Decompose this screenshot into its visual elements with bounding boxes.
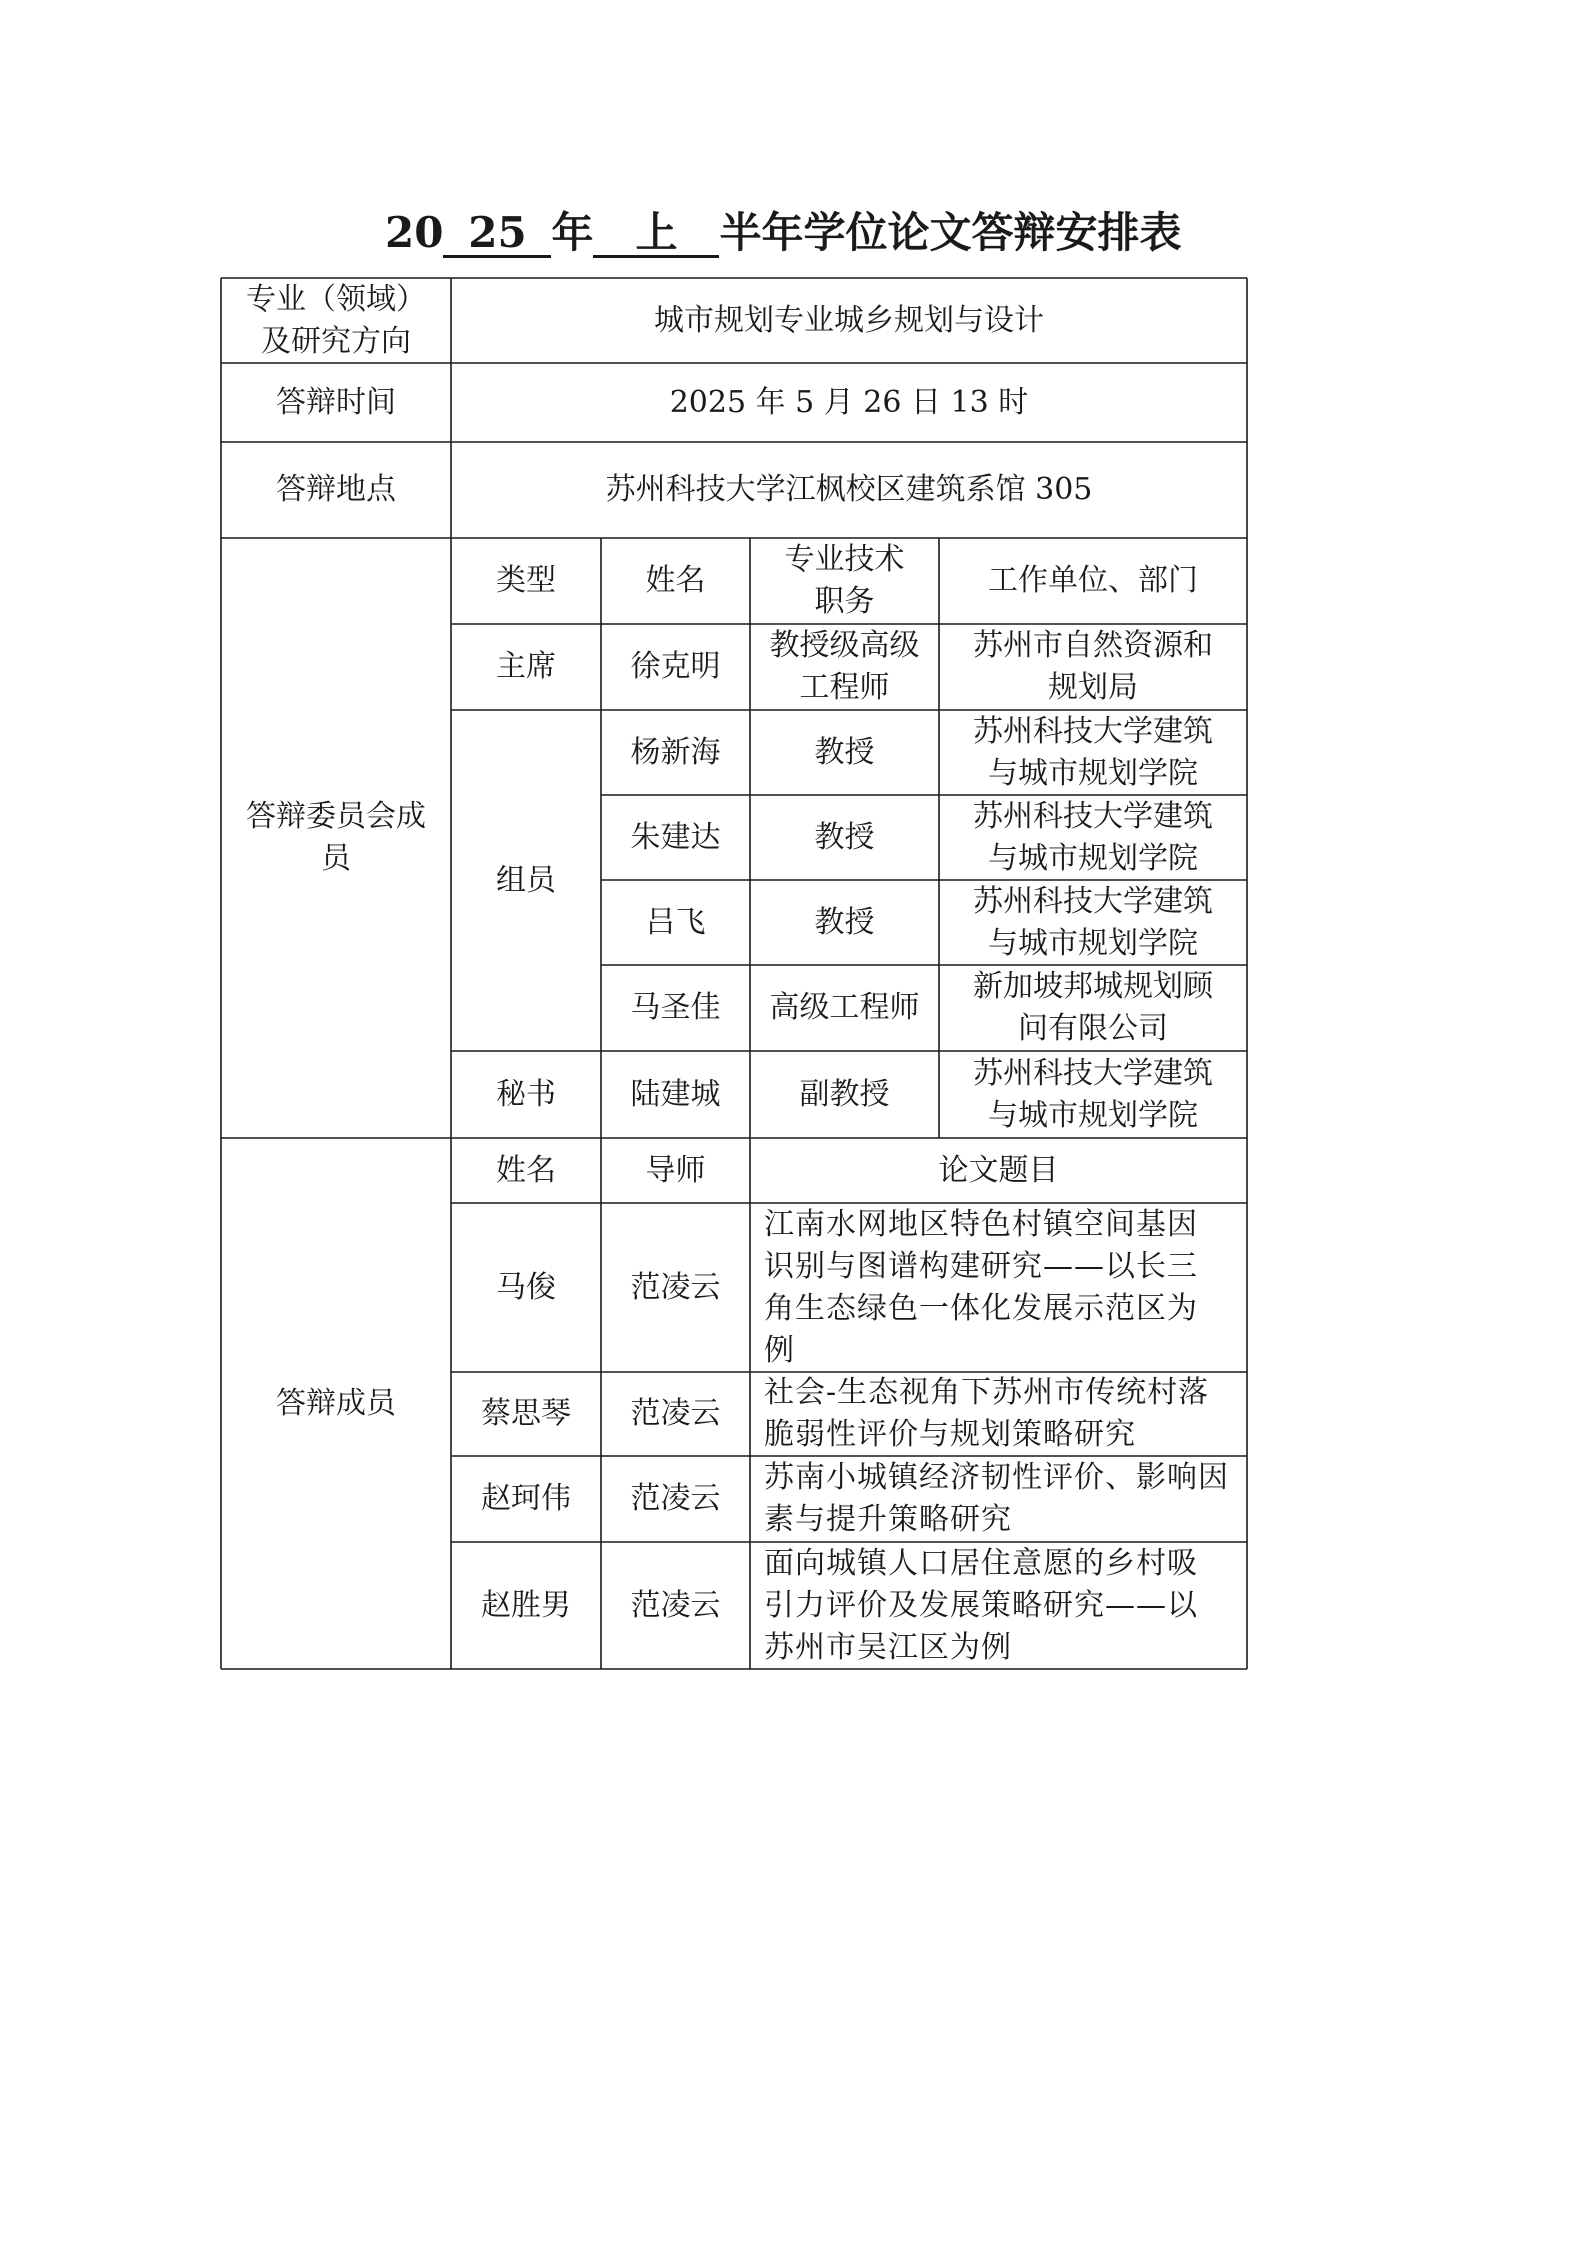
committee-header-unit: 工作单位、部门 (988, 563, 1198, 598)
title-year-label: 年 (551, 208, 594, 257)
member-name: 吕飞 (645, 904, 706, 940)
candidate-thesis: 江南水网地区特色村镇空间基因 识别与图谱构建研究——以长三 角生态绿色一体化发展示范区为 例 (764, 1206, 1198, 1368)
place-label: 答辩地点 (276, 472, 396, 507)
candidates-header-advisor: 导师 (645, 1152, 706, 1188)
candidate-advisor: 范凌云 (630, 1587, 721, 1623)
member-title: 教授 (814, 734, 875, 770)
member-title: 高级工程师 (769, 990, 920, 1025)
member-unit: 苏州科技大学建筑 与城市规划学院 (973, 798, 1213, 876)
candidate-advisor: 范凌云 (630, 1396, 721, 1431)
major-label: 专业（领域） 及研究方向 (246, 281, 426, 359)
candidate-advisor: 范凌云 (630, 1481, 721, 1516)
candidate-thesis: 苏南小城镇经济韧性评价、影响因 素与提升策略研究 (764, 1460, 1229, 1537)
chair-unit: 苏州市自然资源和 规划局 (973, 628, 1213, 705)
member-type: 组员 (496, 862, 556, 898)
member-title: 教授 (814, 904, 875, 940)
title-half-fill: 上 (593, 211, 719, 258)
secretary-unit: 苏州科技大学建筑 与城市规划学院 (973, 1055, 1213, 1133)
candidate-advisor: 范凌云 (630, 1269, 721, 1305)
title-year-fill: 25 (443, 211, 551, 258)
candidate-thesis: 社会-生态视角下苏州市传统村落 脆弱性评价与规划策略研究 (764, 1375, 1210, 1452)
time-value: 2025 年 5 月 26 日 13 时 (669, 384, 1029, 420)
committee-header-name: 姓名 (645, 563, 706, 598)
committee-header-type: 类型 (496, 563, 556, 598)
secretary-title: 副教授 (799, 1076, 890, 1112)
committee-section-label: 答辩委员会成 员 (246, 799, 426, 876)
time-label: 答辩时间 (276, 384, 396, 420)
member-unit: 苏州科技大学建筑 与城市规划学院 (973, 883, 1213, 961)
secretary-name: 陆建城 (630, 1076, 721, 1112)
major-value: 城市规划专业城乡规划与设计 (654, 302, 1044, 338)
chair-type: 主席 (496, 649, 556, 684)
member-title: 教授 (814, 819, 875, 855)
candidate-thesis: 面向城镇人口居住意愿的乡村吸 引力评价及发展策略研究——以 苏州市吴江区为例 (764, 1545, 1198, 1665)
candidates-header-thesis: 论文题目 (938, 1152, 1059, 1188)
committee-header-title: 专业技术 职务 (784, 542, 905, 619)
member-unit: 新加坡邦城规划顾 问有限公司 (973, 969, 1213, 1046)
title-rest: 半年学位论文答辩安排表 (719, 208, 1182, 257)
chair-name: 徐克明 (630, 649, 721, 684)
member-name: 杨新海 (630, 734, 721, 770)
title-year-prefix: 20 (385, 208, 444, 257)
candidates-header-name: 姓名 (496, 1152, 556, 1188)
member-unit: 苏州科技大学建筑 与城市规划学院 (973, 713, 1213, 791)
candidate-name: 马俊 (496, 1269, 556, 1305)
chair-title: 教授级高级 工程师 (769, 628, 920, 705)
secretary-type: 秘书 (496, 1076, 556, 1112)
candidate-name: 赵胜男 (481, 1587, 571, 1623)
candidates-section-label: 答辩成员 (276, 1385, 396, 1421)
candidate-name: 赵珂伟 (481, 1481, 571, 1516)
place-value: 苏州科技大学江枫校区建筑系馆 305 (605, 472, 1093, 507)
member-name: 马圣佳 (630, 990, 721, 1025)
member-name: 朱建达 (630, 819, 721, 855)
candidate-name: 蔡思琴 (481, 1396, 571, 1431)
